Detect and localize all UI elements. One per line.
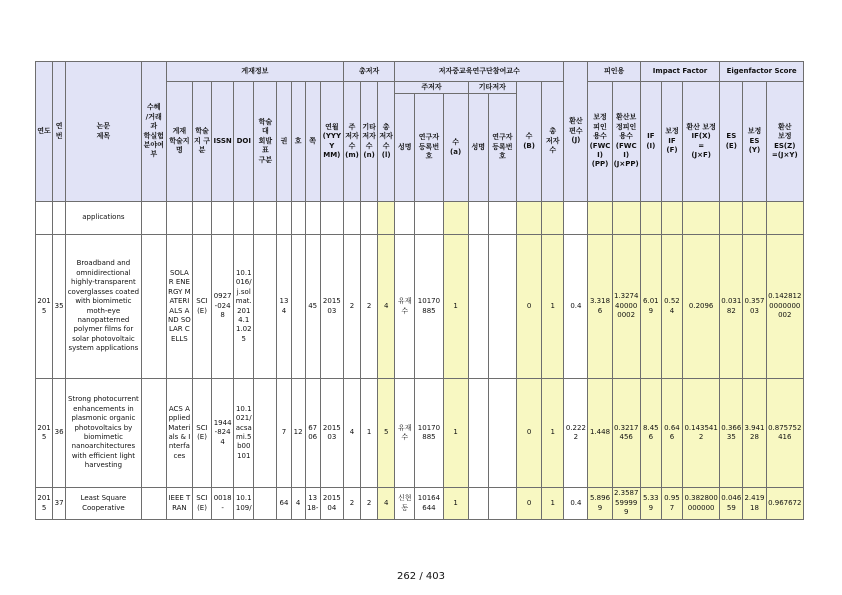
cell-issn: 1944-8244 xyxy=(212,379,234,488)
cell-other-authors xyxy=(361,202,378,235)
cell-issn: 0927-0248 xyxy=(212,235,234,379)
cell-mgmt xyxy=(254,202,277,235)
header-total-author-count: 총 저자 수 (l) xyxy=(378,82,395,202)
cell-volume: 7 xyxy=(277,379,291,488)
cell-score: 0.2222 xyxy=(564,379,588,488)
cell-fwci-adjusted: 0.3217456 xyxy=(612,379,640,488)
cell-journal-class: SCI(E) xyxy=(192,235,211,379)
cell-reg-main: 10164644 xyxy=(415,488,443,520)
cell-es-adjusted xyxy=(743,202,766,235)
cell-main-authors: 4 xyxy=(343,379,360,488)
cell-no: 37 xyxy=(53,488,66,520)
cell-reg-other xyxy=(488,488,516,520)
cell-es-converted: 0.1428120000000002 xyxy=(766,235,803,379)
cell-total-authors xyxy=(378,202,395,235)
header-volume: 권 xyxy=(277,82,291,202)
cell-journal: IEEE TRAN xyxy=(166,488,192,520)
cell-if-adjusted: 0.957 xyxy=(661,488,682,520)
cell-if: 6.019 xyxy=(640,235,661,379)
header-count-a: 수 (a) xyxy=(443,94,468,202)
cell-total-sum xyxy=(542,202,564,235)
cell-reg-other xyxy=(488,379,516,488)
header-journal: 게재 학술지 명 xyxy=(166,82,192,202)
header-reg-no-main: 연구자 등록번 호 xyxy=(415,94,443,202)
cell-if-converted xyxy=(683,202,720,235)
cell-reg-other xyxy=(488,235,516,379)
header-tech-transfer: 수혜 /거래과 학실험 분야여 부 xyxy=(141,62,166,202)
cell-if: 8.456 xyxy=(640,379,661,488)
cell-journal: SOLAR ENERGY MATERIALS AND SOLAR CELLS xyxy=(166,235,192,379)
header-score: 환산 편수 (J) xyxy=(564,62,588,202)
header-mgmt-type: 학술대 회발표 구분 xyxy=(254,82,277,202)
cell-count-b: 0 xyxy=(516,379,541,488)
cell-issue: 4 xyxy=(291,488,305,520)
table-row xyxy=(36,379,804,488)
header-if-adjusted: 보정 IF (F) xyxy=(661,82,682,202)
cell-no xyxy=(53,202,66,235)
cell-fwci-adjusted: 2.3587599999 xyxy=(612,488,640,520)
cell-fwci: 3.3186 xyxy=(588,235,612,379)
cell-count-b: 0 xyxy=(516,235,541,379)
cell-total-sum: 1 xyxy=(542,379,564,488)
cell-reg-main xyxy=(415,202,443,235)
header-no: 연번 xyxy=(53,62,66,202)
cell-es: 0.03182 xyxy=(720,235,743,379)
cell-count-b xyxy=(516,202,541,235)
header-total-author-sum: 총 저자 수 xyxy=(542,82,564,202)
header-year: 연도 xyxy=(36,62,53,202)
header-participating: 저자중교육연구단참여교수 xyxy=(395,62,564,82)
header-issn: ISSN xyxy=(212,82,234,202)
header-main-author-group: 주저자 xyxy=(395,82,468,94)
header-count-b: 수 (B) xyxy=(516,82,541,202)
cell-page: 6706 xyxy=(305,379,320,488)
table-row xyxy=(36,235,804,379)
table-row xyxy=(36,202,804,235)
cell-issn: 0018- xyxy=(212,488,234,520)
cell-page xyxy=(305,202,320,235)
cell-es-adjusted: 0.35703 xyxy=(743,235,766,379)
cell-if-adjusted: 0.646 xyxy=(661,379,682,488)
cell-total-authors: 5 xyxy=(378,379,395,488)
cell-total-authors: 4 xyxy=(378,235,395,379)
cell-count-b: 0 xyxy=(516,488,541,520)
cell-tech xyxy=(141,235,166,379)
header-other-authors: 기타 저자 수 (n) xyxy=(361,82,378,202)
cell-volume: 64 xyxy=(277,488,291,520)
cell-no: 36 xyxy=(53,379,66,488)
cell-date: 201504 xyxy=(320,488,343,520)
research-table xyxy=(35,61,804,520)
header-pub-date: 연월 (YYYY MM) xyxy=(320,82,343,202)
cell-reg-main: 10170885 xyxy=(415,235,443,379)
header-citation: 피인용 xyxy=(588,62,640,82)
header-reg-no-other: 연구자 등록번 호 xyxy=(488,94,516,202)
header-name-other: 성명 xyxy=(468,94,488,202)
cell-name-other xyxy=(468,202,488,235)
header-name-main: 성명 xyxy=(395,94,415,202)
cell-no: 35 xyxy=(53,235,66,379)
cell-total-sum: 1 xyxy=(542,235,564,379)
cell-title: Broadband and omnidirectional highly-transparent coverglasses coated with biomimetic moth-eye nanopatterned polymer films for solar photovoltaic system applications xyxy=(66,235,141,379)
cell-fwci xyxy=(588,202,612,235)
cell-title: Strong photocurrent enhancements in plasmonic organic photovoltaics by biomimetic nanoarchitectures with efficient light harvesting xyxy=(66,379,141,488)
cell-if xyxy=(640,202,661,235)
cell-count-a xyxy=(443,202,468,235)
cell-es: 0.36635 xyxy=(720,379,743,488)
cell-score: 0.4 xyxy=(564,488,588,520)
cell-total-sum: 1 xyxy=(542,488,564,520)
cell-tech xyxy=(141,488,166,520)
cell-score xyxy=(564,202,588,235)
cell-issue: 12 xyxy=(291,379,305,488)
cell-main-authors xyxy=(343,202,360,235)
cell-journal xyxy=(166,202,192,235)
cell-title: Least Square Cooperative xyxy=(66,488,141,520)
header-pub-info: 게재정보 xyxy=(166,62,343,82)
cell-page: 1318- xyxy=(305,488,320,520)
cell-name-other xyxy=(468,235,488,379)
header-issue: 호 xyxy=(291,82,305,202)
header-es-converted: 환산 보정 ES(Z) =(J×Y) xyxy=(766,82,803,202)
cell-other-authors: 1 xyxy=(361,379,378,488)
cell-issn xyxy=(212,202,234,235)
cell-doi: 10.1109/ xyxy=(234,488,254,520)
cell-count-a: 1 xyxy=(443,235,468,379)
header-page: 쪽 xyxy=(305,82,320,202)
cell-year: 2015 xyxy=(36,488,53,520)
cell-journal-class xyxy=(192,202,211,235)
cell-journal-class: SCI(E) xyxy=(192,488,211,520)
cell-main-authors: 2 xyxy=(343,235,360,379)
cell-other-authors: 2 xyxy=(361,235,378,379)
cell-journal: ACS Applied Materials & Interfaces xyxy=(166,379,192,488)
header-impact-factor: Impact Factor xyxy=(640,62,719,82)
header-fwci: 보정 피인 용수 (FWC I) (PP) xyxy=(588,82,612,202)
header-title: 논문 제목 xyxy=(66,62,141,202)
header-es: ES (E) xyxy=(720,82,743,202)
cell-date: 201503 xyxy=(320,379,343,488)
cell-reg-main: 10170885 xyxy=(415,379,443,488)
cell-name-other xyxy=(468,379,488,488)
cell-name-main xyxy=(395,202,415,235)
header-main-authors: 주 저자 수 (m) xyxy=(343,82,360,202)
cell-issue xyxy=(291,202,305,235)
header-total-authors: 총저자 xyxy=(343,62,394,82)
cell-reg-other xyxy=(488,202,516,235)
cell-year: 2015 xyxy=(36,235,53,379)
cell-if-converted: 0.1435412 xyxy=(683,379,720,488)
cell-mgmt xyxy=(254,488,277,520)
cell-count-a: 1 xyxy=(443,488,468,520)
table-row xyxy=(36,488,804,520)
cell-volume xyxy=(277,202,291,235)
cell-other-authors: 2 xyxy=(361,488,378,520)
cell-main-authors: 2 xyxy=(343,488,360,520)
cell-if-converted: 0.382800000000 xyxy=(683,488,720,520)
cell-fwci: 1.448 xyxy=(588,379,612,488)
cell-issue xyxy=(291,235,305,379)
cell-fwci: 5.8969 xyxy=(588,488,612,520)
cell-doi: 10.1021/acsami.5b00101 xyxy=(234,379,254,488)
cell-name-main: 유재수 xyxy=(395,235,415,379)
header-es-adjusted: 보정 ES (Y) xyxy=(743,82,766,202)
cell-mgmt xyxy=(254,235,277,379)
header-if: IF (I) xyxy=(640,82,661,202)
header-fwci-adjusted: 환산보 정피인 용수 (FWCI) (J×PP) xyxy=(612,82,640,202)
cell-es-converted: 0.875752416 xyxy=(766,379,803,488)
header-other-author-group: 기타저자 xyxy=(468,82,516,94)
cell-name-main: 유재수 xyxy=(395,379,415,488)
cell-name-other xyxy=(468,488,488,520)
cell-date xyxy=(320,202,343,235)
cell-es-adjusted: 2.41918 xyxy=(743,488,766,520)
cell-fwci-adjusted xyxy=(612,202,640,235)
cell-total-authors: 4 xyxy=(378,488,395,520)
cell-tech xyxy=(141,379,166,488)
cell-page: 45 xyxy=(305,235,320,379)
cell-score: 0.4 xyxy=(564,235,588,379)
cell-doi xyxy=(234,202,254,235)
cell-if-converted: 0.2096 xyxy=(683,235,720,379)
header-doi: DOI xyxy=(234,82,254,202)
cell-if-adjusted xyxy=(661,202,682,235)
cell-date: 201503 xyxy=(320,235,343,379)
cell-year xyxy=(36,202,53,235)
header-eigenfactor: Eigenfactor Score xyxy=(720,62,804,82)
cell-es-converted: 0.967672 xyxy=(766,488,803,520)
cell-name-main: 신현동 xyxy=(395,488,415,520)
cell-count-a: 1 xyxy=(443,379,468,488)
cell-if: 5.339 xyxy=(640,488,661,520)
cell-volume: 134 xyxy=(277,235,291,379)
cell-es: 0.04659 xyxy=(720,488,743,520)
cell-fwci-adjusted: 1.3274400000002 xyxy=(612,235,640,379)
cell-es xyxy=(720,202,743,235)
cell-title: applications xyxy=(66,202,141,235)
cell-mgmt xyxy=(254,379,277,488)
cell-journal-class: SCI(E) xyxy=(192,379,211,488)
header-journal-class: 학술 지 구 분 xyxy=(192,82,211,202)
cell-es-adjusted: 3.94128 xyxy=(743,379,766,488)
cell-es-converted xyxy=(766,202,803,235)
cell-if-adjusted: 0.524 xyxy=(661,235,682,379)
header-if-converted: 환산 보정 IF(X) = (J×F) xyxy=(683,82,720,202)
cell-year: 2015 xyxy=(36,379,53,488)
cell-doi: 10.1016/j.solmat.2014.11.025 xyxy=(234,235,254,379)
cell-tech xyxy=(141,202,166,235)
page-number: 262 / 403 xyxy=(397,571,445,582)
